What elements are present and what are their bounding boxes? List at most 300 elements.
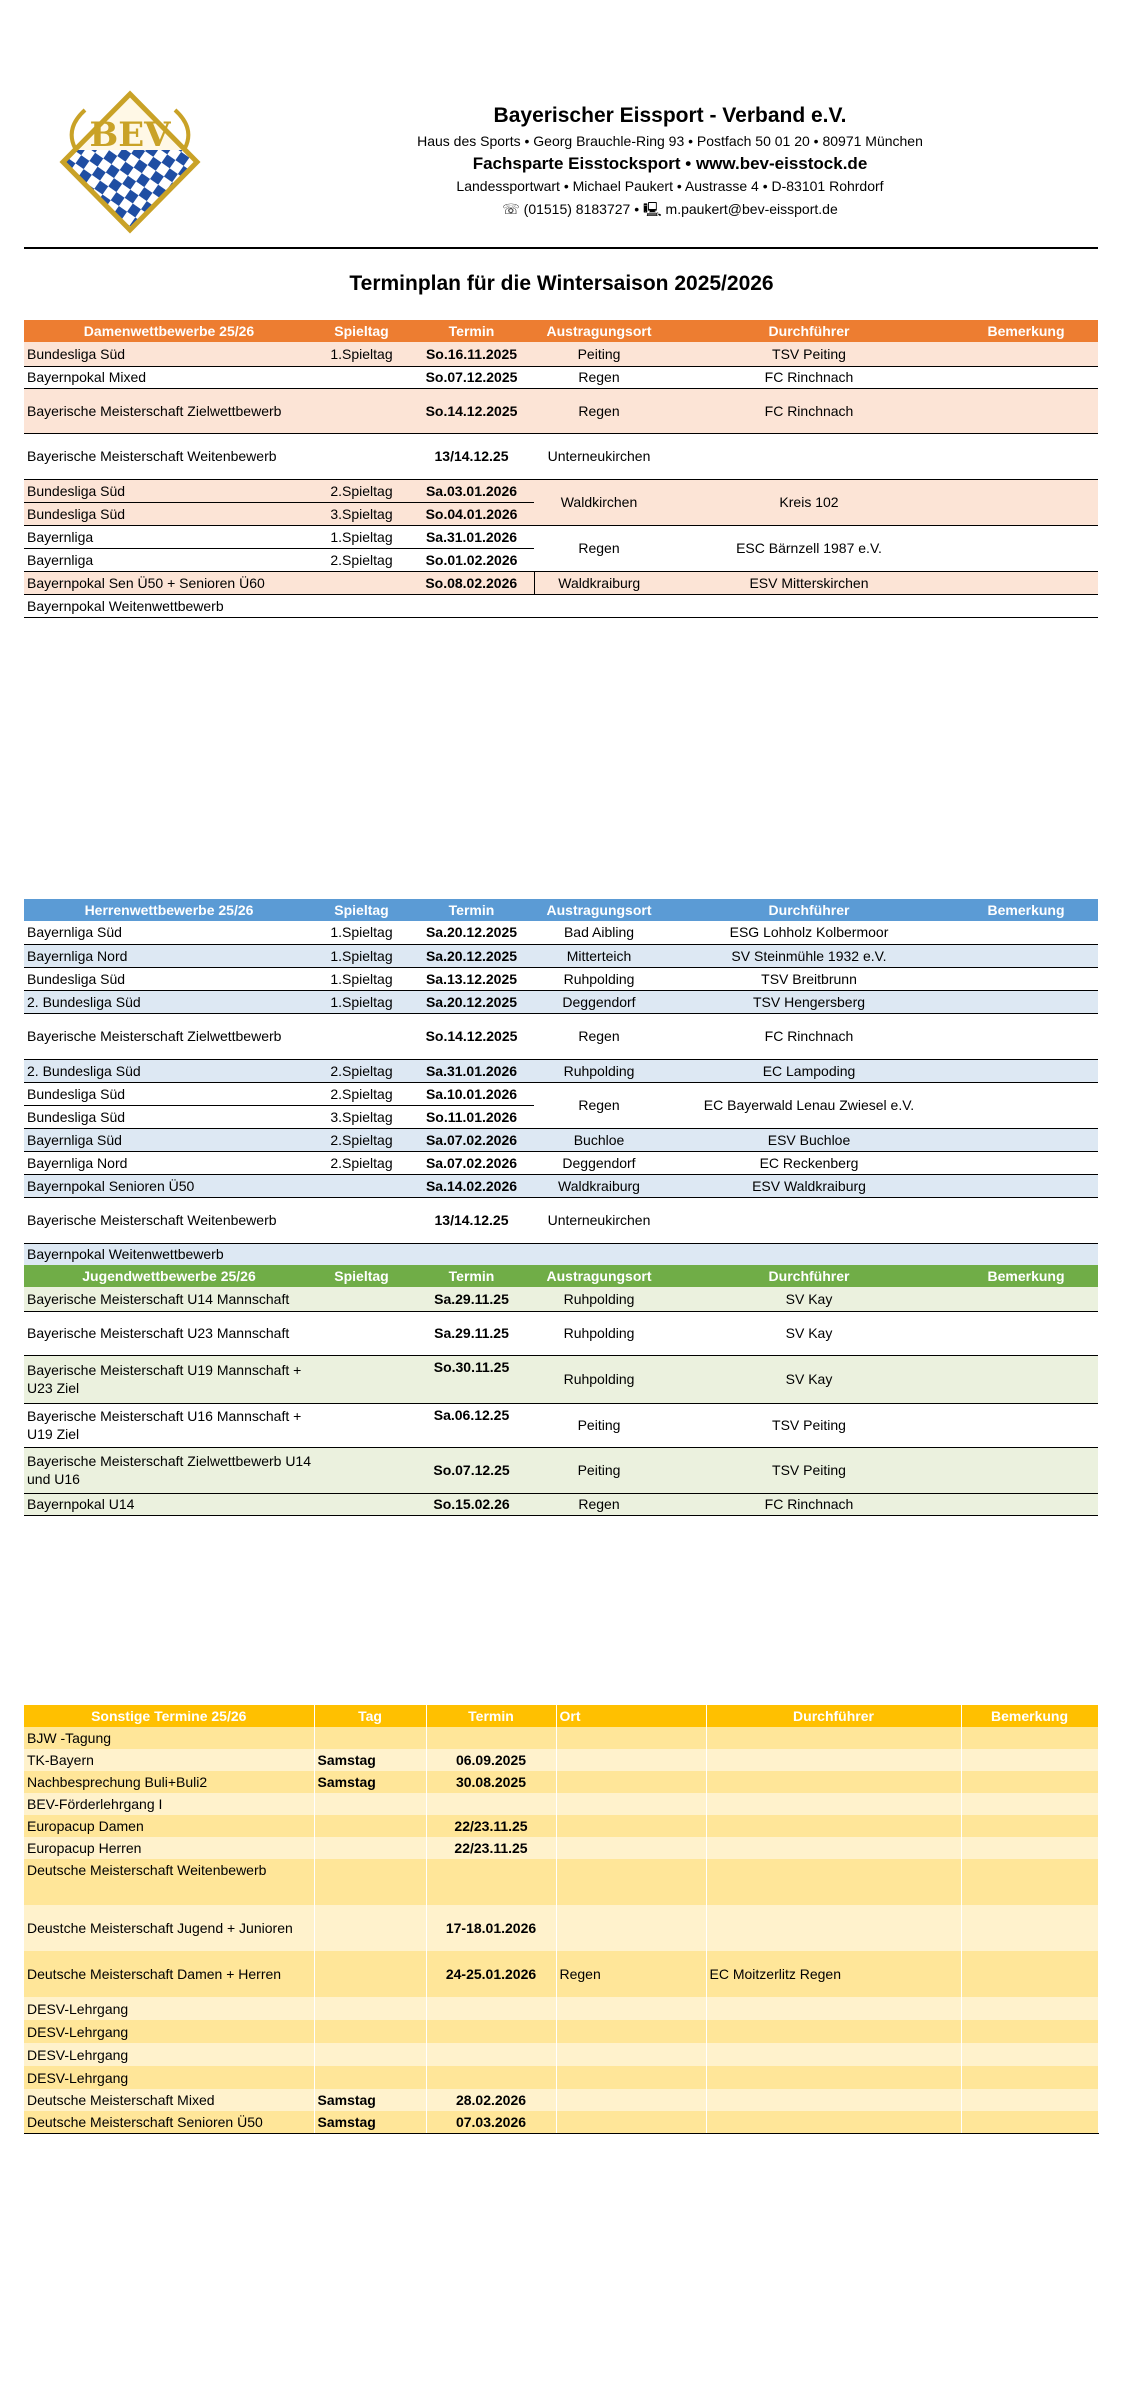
cell: So.14.12.2025 [409, 388, 534, 433]
table-row [24, 1859, 1098, 1905]
cell: 30.08.2025 [426, 1771, 556, 1793]
cell: FC Rinchnach [664, 388, 954, 433]
org-contact: ☏ (01515) 8183727 • 🖳 m.paukert@bev-eissport.de [502, 201, 838, 217]
cell: BEV-Förderlehrgang I [24, 1793, 314, 1815]
cell [954, 388, 1098, 433]
cell: 2.Spieltag [314, 1059, 409, 1082]
cell [961, 1859, 1098, 1905]
cell [426, 1997, 556, 2020]
cell [314, 1793, 426, 1815]
col-header: Durchführer [664, 1265, 954, 1287]
cell: Unterneukirchen [534, 1197, 664, 1243]
col-header: Jugendwettbewerbe 25/26 [24, 1265, 314, 1287]
cell: ESG Lohholz Kolbermoor [664, 921, 954, 944]
col-header: Ort [556, 1705, 706, 1727]
table-row [24, 990, 1098, 1013]
cell [706, 1749, 961, 1771]
cell: TK-Bayern [24, 1749, 314, 1771]
cell: 2.Spieltag [314, 1151, 409, 1174]
cell: Waldkraiburg [534, 1174, 664, 1197]
cell [961, 2111, 1098, 2133]
cell: DESV-Lehrgang [24, 2020, 314, 2043]
table-header [24, 1265, 1098, 1287]
cell: Ruhpolding [534, 1059, 664, 1082]
cell [706, 1815, 961, 1837]
cell: 1.Spieltag [314, 990, 409, 1013]
table-row [24, 1997, 1098, 2020]
cell: EC Moitzerlitz Regen [706, 1951, 961, 1997]
cell [314, 2043, 426, 2066]
cell [314, 1837, 426, 1859]
cell: Deggendorf [534, 990, 664, 1013]
table-row [24, 1951, 1098, 1997]
cell [314, 594, 409, 617]
table-row [24, 1727, 1098, 1749]
page-title: Terminplan für die Wintersaison 2025/2026 [349, 272, 774, 295]
cell: Peiting [534, 1403, 664, 1447]
cell [954, 1013, 1098, 1059]
table-row [24, 1905, 1098, 1951]
cell [954, 1355, 1098, 1403]
cell [314, 1493, 409, 1515]
col-header: Austragungsort [534, 1265, 664, 1287]
cell [556, 1771, 706, 1793]
cell: Bayernliga Nord [24, 944, 314, 967]
table-row [24, 1311, 1098, 1355]
cell: EC Lampoding [664, 1059, 954, 1082]
table-row [24, 1082, 1098, 1105]
cell [954, 967, 1098, 990]
cell [556, 1793, 706, 1815]
cell: 1.Spieltag [314, 342, 409, 366]
cell: Sa.13.12.2025 [409, 967, 534, 990]
cell: 28.02.2026 [426, 2089, 556, 2111]
col-header: Austragungsort [534, 899, 664, 921]
cell: 2. Bundesliga Süd [24, 1059, 314, 1082]
table-row [24, 2020, 1098, 2043]
cell [426, 2020, 556, 2043]
cell [314, 2066, 426, 2089]
col-header: Durchführer [664, 899, 954, 921]
cell: Nachbesprechung Buli+Buli2 [24, 1771, 314, 1793]
cell: 2.Spieltag [314, 1128, 409, 1151]
cell [706, 2111, 961, 2133]
cell [954, 990, 1098, 1013]
cell: So.08.02.2026 [409, 571, 534, 594]
org-address: Haus des Sports • Georg Brauchle-Ring 93 • Postfach 50 01 20 • 80971 München [417, 133, 923, 149]
table-row [24, 525, 1098, 548]
cell [314, 1951, 426, 1997]
cell: BJW -Tagung [24, 1727, 314, 1749]
cell: Unterneukirchen [534, 433, 664, 479]
cell: So.14.12.2025 [409, 1013, 534, 1059]
cell [534, 594, 664, 617]
cell: Regen [534, 1013, 664, 1059]
cell: Regen [534, 1082, 664, 1128]
cell [961, 1771, 1098, 1793]
cell [556, 1749, 706, 1771]
cell: 07.03.2026 [426, 2111, 556, 2133]
cell: 17-18.01.2026 [426, 1905, 556, 1951]
table-row [24, 1174, 1098, 1197]
table-row [24, 1013, 1098, 1059]
cell [954, 1151, 1098, 1174]
cell: TSV Hengersberg [664, 990, 954, 1013]
damen-table [24, 320, 1098, 618]
cell [556, 2089, 706, 2111]
cell [664, 1197, 954, 1243]
cell: Bayernliga Süd [24, 1128, 314, 1151]
cell [314, 1815, 426, 1837]
cell [314, 571, 409, 594]
cell: 22/23.11.25 [426, 1837, 556, 1859]
cell [556, 2111, 706, 2133]
cell: Bayernliga Nord [24, 1151, 314, 1174]
col-header: Termin [409, 899, 534, 921]
header-divider [24, 247, 1098, 249]
cell: DESV-Lehrgang [24, 1997, 314, 2020]
cell [954, 594, 1098, 617]
cell [706, 1905, 961, 1951]
cell: So.07.12.2025 [409, 366, 534, 388]
cell: Europacup Damen [24, 1815, 314, 1837]
cell [314, 1174, 409, 1197]
cell [954, 1059, 1098, 1082]
cell [314, 433, 409, 479]
cell: So.15.02.26 [409, 1493, 534, 1515]
cell: FC Rinchnach [664, 1493, 954, 1515]
cell: Regen [534, 388, 664, 433]
cell: Bayerische Meisterschaft U23 Mannschaft [24, 1311, 314, 1355]
cell [314, 1311, 409, 1355]
cell: Peiting [534, 342, 664, 366]
cell: So.11.01.2026 [409, 1105, 534, 1128]
table-row [24, 1771, 1098, 1793]
cell: Bundesliga Süd [24, 1082, 314, 1105]
cell [314, 1355, 409, 1403]
cell: 2. Bundesliga Süd [24, 990, 314, 1013]
cell [954, 1174, 1098, 1197]
cell [954, 1243, 1098, 1265]
cell [706, 1837, 961, 1859]
cell [314, 1859, 426, 1905]
cell: TSV Peiting [664, 1447, 954, 1493]
table-header [24, 899, 1098, 921]
cell [314, 1997, 426, 2020]
col-header: Spieltag [314, 899, 409, 921]
table-row [24, 921, 1098, 944]
cell: Sa.20.12.2025 [409, 921, 534, 944]
table-row [24, 1815, 1098, 1837]
cell: 2.Spieltag [314, 1082, 409, 1105]
table-row [24, 944, 1098, 967]
table-row [24, 967, 1098, 990]
cell: EC Bayerwald Lenau Zwiesel e.V. [664, 1082, 954, 1128]
cell: Bayerische Meisterschaft Zielwettbewerb [24, 388, 314, 433]
col-header: Herrenwettbewerbe 25/26 [24, 899, 314, 921]
cell [314, 2020, 426, 2043]
cell: Ruhpolding [534, 1287, 664, 1311]
cell: Bayernpokal Sen Ü50 + Senioren Ü60 [24, 571, 314, 594]
cell: Sa.06.12.25 [409, 1403, 534, 1447]
cell: So.07.12.25 [409, 1447, 534, 1493]
cell: 3.Spieltag [314, 502, 409, 525]
cell [314, 1197, 409, 1243]
cell [426, 2066, 556, 2089]
cell: Deustche Meisterschaft Jugend + Junioren [24, 1905, 314, 1951]
cell: So.16.11.2025 [409, 342, 534, 366]
cell: Deutsche Meisterschaft Senioren Ü50 [24, 2111, 314, 2133]
cell [961, 1727, 1098, 1749]
cell: Europacup Herren [24, 1837, 314, 1859]
cell [961, 2066, 1098, 2089]
table-row [24, 1243, 1098, 1265]
cell: SV Kay [664, 1311, 954, 1355]
cell: 13/14.12.25 [409, 1197, 534, 1243]
cell [954, 1287, 1098, 1311]
cell: Bayernpokal Weitenwettbewerb [24, 1243, 314, 1265]
cell: Bayernpokal Weitenwettbewerb [24, 594, 314, 617]
table-row [24, 1749, 1098, 1771]
cell: Bundesliga Süd [24, 342, 314, 366]
table-row [24, 1793, 1098, 1815]
table-row [24, 1287, 1098, 1311]
cell [954, 1082, 1098, 1128]
table-row [24, 2043, 1098, 2066]
cell: FC Rinchnach [664, 1013, 954, 1059]
cell: 24-25.01.2026 [426, 1951, 556, 1997]
cell: Bayerische Meisterschaft Weitenbewerb [24, 433, 314, 479]
cell [409, 1243, 534, 1265]
org-landessportwart: Landessportwart • Michael Paukert • Austrasse 4 • D-83101 Rohrdorf [456, 178, 884, 194]
sonstige-table [24, 1705, 1099, 2134]
cell [556, 2020, 706, 2043]
cell: Waldkraiburg [534, 571, 664, 594]
cell [706, 2020, 961, 2043]
cell [426, 1727, 556, 1749]
cell: Regen [534, 366, 664, 388]
col-header: Austragungsort [534, 320, 664, 342]
cell [954, 1197, 1098, 1243]
cell: Samstag [314, 1771, 426, 1793]
cell [314, 1403, 409, 1447]
col-header: Tag [314, 1705, 426, 1727]
cell: Bundesliga Süd [24, 502, 314, 525]
herren-table [24, 899, 1098, 1516]
cell: Regen [556, 1951, 706, 1997]
cell [556, 2066, 706, 2089]
table-row [24, 1151, 1098, 1174]
cell [556, 2043, 706, 2066]
col-header: Bemerkung [954, 899, 1098, 921]
cell [426, 1793, 556, 1815]
cell: Samstag [314, 1749, 426, 1771]
cell: Sa.03.01.2026 [409, 479, 534, 502]
cell [556, 1815, 706, 1837]
cell: 3.Spieltag [314, 1105, 409, 1128]
cell: Sa.14.02.2026 [409, 1174, 534, 1197]
cell: Deutsche Meisterschaft Damen + Herren [24, 1951, 314, 1997]
cell: Ruhpolding [534, 967, 664, 990]
cell [961, 2089, 1098, 2111]
cell: ESV Buchloe [664, 1128, 954, 1151]
cell [954, 342, 1098, 366]
cell: DESV-Lehrgang [24, 2043, 314, 2066]
cell: Ruhpolding [534, 1311, 664, 1355]
cell: Bundesliga Süd [24, 1105, 314, 1128]
cell: Regen [534, 1493, 664, 1515]
cell: SV Kay [664, 1287, 954, 1311]
cell: Sa.29.11.25 [409, 1287, 534, 1311]
cell [954, 433, 1098, 479]
cell: Deutsche Meisterschaft Weitenbewerb [24, 1859, 314, 1905]
cell: Bad Aibling [534, 921, 664, 944]
cell [534, 1243, 664, 1265]
cell: 1.Spieltag [314, 921, 409, 944]
cell: FC Rinchnach [664, 366, 954, 388]
cell: ESV Mitterskirchen [664, 571, 954, 594]
table-row [24, 1128, 1098, 1151]
cell: 1.Spieltag [314, 967, 409, 990]
cell [556, 1837, 706, 1859]
cell: 22/23.11.25 [426, 1815, 556, 1837]
table-row [24, 1403, 1098, 1447]
cell: Bayernliga Süd [24, 921, 314, 944]
cell [954, 366, 1098, 388]
cell [706, 1793, 961, 1815]
col-header: Termin [409, 320, 534, 342]
cell: Deggendorf [534, 1151, 664, 1174]
org-name: Bayerischer Eissport - Verband e.V. [493, 104, 847, 127]
cell: Sa.07.02.2026 [409, 1151, 534, 1174]
cell [409, 594, 534, 617]
table-row [24, 1197, 1098, 1243]
cell [706, 1771, 961, 1793]
cell [314, 1243, 409, 1265]
cell: Bayerische Meisterschaft U14 Mannschaft [24, 1287, 314, 1311]
cell [954, 944, 1098, 967]
cell [314, 366, 409, 388]
cell [706, 2089, 961, 2111]
cell: EC Reckenberg [664, 1151, 954, 1174]
cell [706, 1859, 961, 1905]
cell: ESC Bärnzell 1987 e.V. [664, 525, 954, 571]
svg-text:BEV: BEV [89, 115, 171, 155]
cell [954, 1493, 1098, 1515]
cell [961, 1793, 1098, 1815]
cell [954, 1128, 1098, 1151]
cell: Deutsche Meisterschaft Mixed [24, 2089, 314, 2111]
cell [954, 479, 1098, 525]
cell: Sa.07.02.2026 [409, 1128, 534, 1151]
cell: TSV Breitbrunn [664, 967, 954, 990]
cell [664, 1243, 954, 1265]
table-row [24, 1837, 1098, 1859]
cell: So.04.01.2026 [409, 502, 534, 525]
table-row [24, 1447, 1098, 1493]
cell: Regen [534, 525, 664, 571]
cell [961, 2043, 1098, 2066]
cell [961, 1815, 1098, 1837]
cell: DESV-Lehrgang [24, 2066, 314, 2089]
col-header: Bemerkung [954, 320, 1098, 342]
col-header: Durchführer [706, 1705, 961, 1727]
table-row [24, 388, 1098, 433]
table-row [24, 594, 1098, 617]
cell: 1.Spieltag [314, 944, 409, 967]
col-header: Sonstige Termine 25/26 [24, 1705, 314, 1727]
cell: Kreis 102 [664, 479, 954, 525]
cell: Bayerische Meisterschaft Weitenbewerb [24, 1197, 314, 1243]
cell [664, 594, 954, 617]
col-header: Bemerkung [961, 1705, 1098, 1727]
table-row [24, 479, 1098, 502]
table-row [24, 433, 1098, 479]
cell [961, 1749, 1098, 1771]
cell: Bundesliga Süd [24, 967, 314, 990]
cell: Bayerische Meisterschaft Zielwettbewerb [24, 1013, 314, 1059]
cell [706, 1727, 961, 1749]
cell [961, 1905, 1098, 1951]
table-row [24, 1493, 1098, 1515]
cell [954, 1447, 1098, 1493]
cell: TSV Peiting [664, 342, 954, 366]
table-row [24, 571, 1098, 594]
cell [556, 1859, 706, 1905]
cell [314, 1727, 426, 1749]
cell: Sa.20.12.2025 [409, 990, 534, 1013]
cell: ESV Waldkraiburg [664, 1174, 954, 1197]
cell [954, 525, 1098, 571]
col-header: Damenwettbewerbe 25/26 [24, 320, 314, 342]
cell [314, 388, 409, 433]
cell: Ruhpolding [534, 1355, 664, 1403]
cell: Bayerische Meisterschaft Zielwettbewerb U14 und U16 [24, 1447, 314, 1493]
cell: So.01.02.2026 [409, 548, 534, 571]
cell [961, 1997, 1098, 2020]
col-header: Termin [409, 1265, 534, 1287]
bev-logo [55, 88, 205, 236]
cell: SV Steinmühle 1932 e.V. [664, 944, 954, 967]
cell: 1.Spieltag [314, 525, 409, 548]
cell: Bundesliga Süd [24, 479, 314, 502]
table-header [24, 320, 1098, 342]
cell [426, 2043, 556, 2066]
cell [961, 1837, 1098, 1859]
cell: Mitterteich [534, 944, 664, 967]
cell: Waldkirchen [534, 479, 664, 525]
cell [314, 1013, 409, 1059]
org-sparte: Fachsparte Eisstocksport • www.bev-eisstock.de [472, 154, 868, 173]
cell: 2.Spieltag [314, 479, 409, 502]
cell: 13/14.12.25 [409, 433, 534, 479]
cell [556, 1997, 706, 2020]
cell [314, 1447, 409, 1493]
cell [556, 1905, 706, 1951]
cell: Sa.31.01.2026 [409, 1059, 534, 1082]
table-row [24, 2111, 1098, 2133]
col-header: Durchführer [664, 320, 954, 342]
table-row [24, 342, 1098, 366]
cell [954, 1311, 1098, 1355]
cell: Samstag [314, 2089, 426, 2111]
cell [954, 571, 1098, 594]
cell: Bayernpokal Senioren Ü50 [24, 1174, 314, 1197]
cell: Sa.31.01.2026 [409, 525, 534, 548]
table-row [24, 366, 1098, 388]
cell [706, 2066, 961, 2089]
cell [961, 2020, 1098, 2043]
